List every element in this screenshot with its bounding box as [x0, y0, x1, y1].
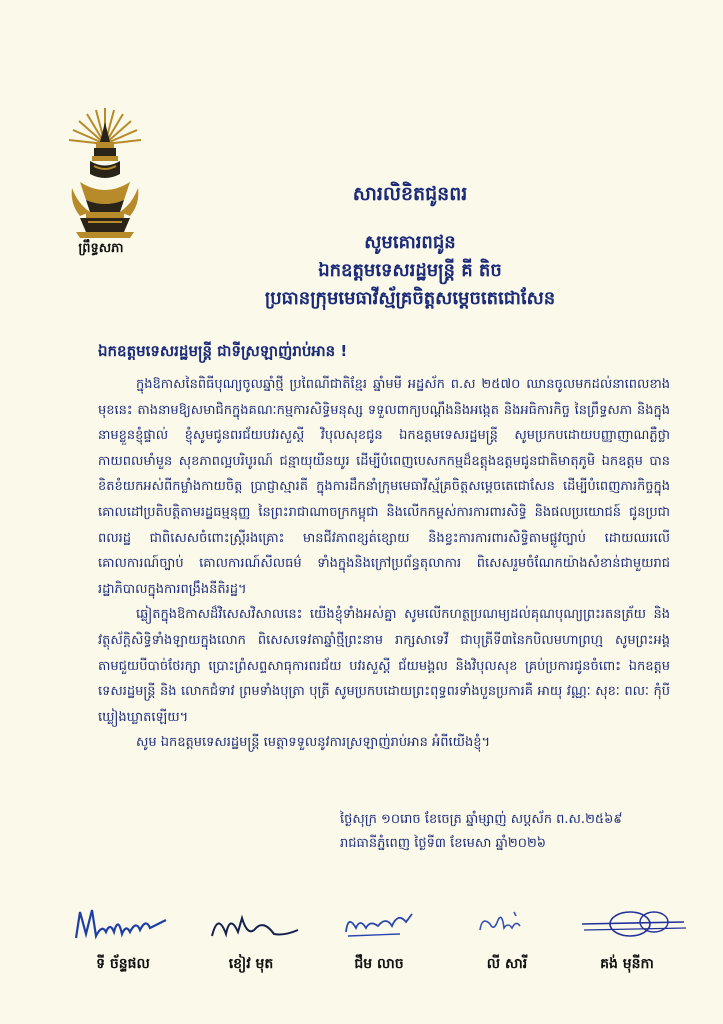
body-paragraph-3: សូម ឯកឧត្តមទេសរដ្ឋមន្ត្រី មេត្តាទទួលនូវការស្រឡាញ់រាប់អាន អំពីយើងខ្ញុំ។ [136, 735, 491, 751]
signature-3-icon [326, 898, 436, 948]
signature-1-icon [70, 898, 180, 948]
solar-date: រាជធានីភ្នំពេញ ថ្ងៃទី៣ ខែមេសា ឆ្នាំ២០២៦ [340, 836, 547, 851]
signatory-name-3: ជឹម លាច [354, 956, 404, 972]
body-paragraph-2: ឆ្លៀតក្នុងឱកាសដ៏វិសេសវិសាលនេះ យើងខ្ញុំទាំងអស់គ្នា សូមលើកហត្ថប្រណម្យដល់គុណបុណ្យព្រះរតនត្រ័យ និងវត្ថុស័ក្តិសិទ្ធិទាំងឡាយក្នុងលោក ពិសេសទេវតាឆ្នាំថ្មីព្រះនាម រាក្សសាទេវី ជាបុត្រីទី៣នៃកបិលមហាព្រហ្ម សូមព្រះអង្គតាមជួយបីបាច់ថែរក្សា ប្រោះព្រំសព្ទសាធុការពរជ័យ បវរសួស្តី ជ័យមង្គល និងវិបុលសុខ គ្រប់ប្រការជូនចំពោះ ឯកឧត្តមទេសរដ្ឋមន្ត្រី និង លោកជំទាវ ព្រមទាំងបុត្រា បុត្រី សូមប្រកបដោយព្រះពុទ្ធពរទាំងបួនប្រការគឺ អាយុ វណ្ណៈ សុខៈ ពលៈ កុំបីឃ្លៀងឃ្លាតឡើយ។ [98, 607, 670, 725]
signature-4-icon [454, 898, 564, 948]
signature-block-1 [60, 896, 186, 986]
document-type-title: សារលិខិតជូនពរ [352, 183, 468, 205]
letter-body [98, 372, 670, 756]
date-block [340, 808, 670, 856]
signatory-name-5: គង់ មុនីកា [600, 956, 654, 972]
recipient-title: ប្រធានក្រុមមេធាវីស្ម័គ្រចិត្តសម្តេចតេជោសែន [264, 288, 556, 309]
lunar-date: ថ្ងៃសុក្រ ១០រោច ខែចេត្រ ឆ្នាំម្សាញ់ សប្តស័ក ព.ស.២៥៦៩ [340, 812, 623, 827]
recipient-greeting: សូមគោរពជូន [364, 232, 456, 253]
emblem-label: ព្រឹទ្ធសភា [78, 241, 124, 256]
signatures-row [60, 896, 690, 986]
signature-block-4 [444, 896, 570, 986]
royal-crown-emblem-icon [66, 104, 144, 240]
recipient-name: ឯកឧត្តមទេសរដ្ឋមន្ត្រី គី តិច [318, 260, 502, 281]
signatory-name-1: ទី ច័ន្ទផល [96, 956, 150, 972]
signatory-name-2: ខៀវ មុត [228, 956, 274, 972]
signature-block-5 [564, 896, 690, 986]
body-paragraph-1: ក្នុងឱកាសនៃពិធីបុណ្យចូលឆ្នាំថ្មី ប្រពៃណីជាតិខ្មែរ ឆ្នាំមមី អដ្ឋស័ក ព.ស ២៥៧០ ឈានចូលមកដល់នាពេលខាងមុខនេះ តាងនាមឱ្យសមាជិកក្នុងគណៈកម្មការសិទ្ធិមនុស្ស ទទួលពាក្យបណ្តឹងនិងអង្កេត និងអធិការកិច្ច នៃព្រឹទ្ធសភា និងក្នុងនាមខ្លួនខ្ញុំផ្ទាល់ ខ្ញុំសូមជូនពរជ័យបវរសួស្តី វិបុលសុខជូន ឯកឧត្តមទេសរដ្ឋមន្ត្រី សូមប្រកបដោយបញ្ញាញាណភ្លឺថ្លា កាយពលមាំមួន សុខភាពល្អបរិបូរណ៍ ជន្មាយុយឺនយូរ ដើម្បីបំពេញបេសកកម្មដ៏ឧត្តុងឧត្តមជូនជាតិមាតុភូមិ ឯកឧត្តម បានខិតខំយកអស់ពីកម្លាំងកាយចិត្ត ប្រាជ្ញាស្មារតី ក្នុងការដឹកនាំក្រុមមេធាវីស្ម័គ្រចិត្តសម្តេចតេជោសែន ដើម្បីបំពេញភារកិច្ចក្នុងគោលដៅប្រតិបត្តិតាមរដ្ឋធម្មនុញ្ញ នៃព្រះរាជាណាចក្រកម្ពុជា និងលើកកម្ពស់ការការពារសិទ្ធិ និងផលប្រយោជន៍ ជូនប្រជាពលរដ្ឋ ជាពិសេសចំពោះស្ត្រីរងគ្រោះ មានជីវភាពខ្សត់ខ្សោយ និងខ្វះការការពារសិទ្ធិតាមផ្លូវច្បាប់ ដោយឈរលើគោលការណ៍ច្បាប់ គោលការណ៍សីលធម៌ ទាំងក្នុងនិងក្រៅប្រព័ន្ធតុលាការ ពិសេសរួមចំណែកយ៉ាងសំខាន់ជាមួយរាជរដ្ឋាភិបាលក្នុងការពង្រឹងនីតិរដ្ឋ។ [98, 377, 670, 597]
signature-block-3 [316, 896, 442, 986]
signatory-name-4: លី សារី [486, 956, 528, 972]
signature-block-2 [188, 896, 314, 986]
salutation: ឯកឧត្តមទេសរដ្ឋមន្ត្រី ជាទីស្រឡាញ់រាប់អាន ! [98, 342, 348, 360]
signature-5-icon [574, 898, 694, 948]
signature-2-icon [198, 898, 308, 948]
